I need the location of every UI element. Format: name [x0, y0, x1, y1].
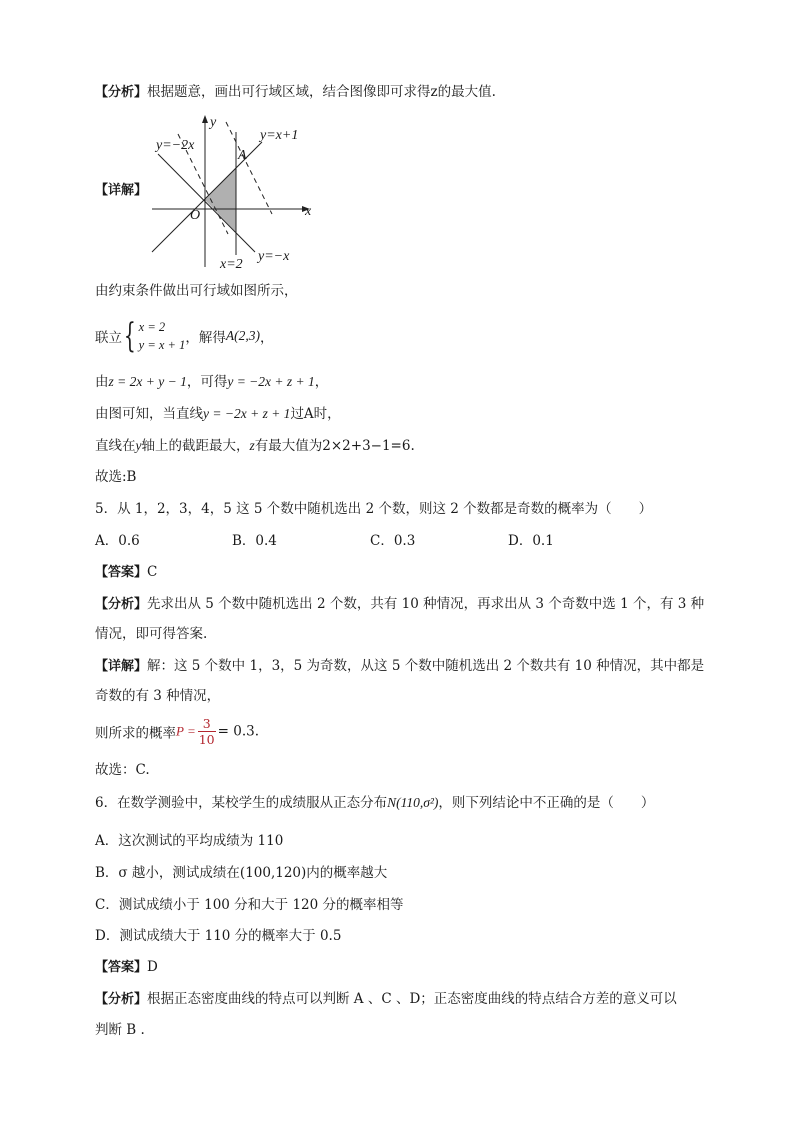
- solution-line-5: [95, 436, 415, 456]
- q5-probability-text: 则所求的概率: [95, 725, 176, 742]
- feasible-region: [205, 168, 236, 232]
- analysis-tag: 【分析】: [95, 85, 148, 100]
- label-x-axis: x: [305, 204, 312, 219]
- line5-text-c: 有最大值为: [254, 438, 323, 454]
- label-line-y-negx: y=−x: [258, 249, 290, 264]
- feasible-region-figure: [150, 112, 320, 272]
- q5-answer-line: [95, 562, 157, 583]
- q6-option-d: D．测试成绩大于 110 分的概率大于 0.5: [95, 928, 342, 944]
- solution-choice: 故选:B: [95, 469, 137, 485]
- solution-line-2: [95, 318, 273, 354]
- q6-analysis-line-1: [95, 989, 677, 1010]
- q5-detail-line-3: [95, 716, 259, 747]
- q6-distribution: N(110,σ²): [387, 795, 439, 810]
- line5-end: .: [410, 438, 415, 454]
- join-suffix: ，解得: [185, 330, 226, 346]
- q6-analysis-text-1: 根据正态密度曲线的特点可以判断 A 、C 、D；正态密度曲线的特点结合方差的意义可以: [147, 991, 677, 1007]
- q5-analysis-line-2: 情况，即可得答案.: [95, 626, 208, 642]
- q5-option-b: B．0.4: [232, 533, 277, 549]
- q5-option-c: C．0.3: [370, 533, 416, 549]
- line4-equation: y = −2x + z + 1: [203, 406, 291, 421]
- label-line-y-neg2x: y=−2x: [156, 138, 195, 153]
- detail-tag-row: [95, 180, 147, 201]
- q6-analysis-line-2: 判断 B .: [95, 1022, 145, 1038]
- point-a-result: A(2,3): [225, 328, 260, 343]
- line4-text-b: 过A时，: [290, 406, 341, 422]
- brace-symbol: {: [123, 316, 136, 356]
- q5-analysis-text-1: 先求出从 5 个数中随机选出 2 个数，共有 10 种情况，再求出从 3 个奇数中选 1 个，有 3 种: [147, 596, 705, 612]
- q6-stem-text-b: ，则下列结论中不正确的是（ ）: [438, 795, 655, 811]
- line5-calculation: 2×2+3−1=6: [322, 438, 411, 454]
- q5-answer: C: [147, 564, 158, 580]
- label-point-a: A: [238, 148, 247, 163]
- q6-analysis-tag: 【分析】: [95, 992, 148, 1007]
- q5-answer-tag: 【答案】: [95, 565, 148, 580]
- label-y-axis: y: [210, 115, 217, 130]
- q5-probability-value: = 0.3.: [217, 723, 260, 740]
- equation-system: [139, 318, 186, 354]
- rearranged-equation: y = −2x + z + 1: [227, 374, 315, 389]
- system-eq-2: y = x + 1: [138, 338, 186, 352]
- q6-stem: [95, 793, 654, 813]
- q5-probability-fraction: [198, 716, 216, 747]
- line-y-neg-x: [158, 154, 255, 252]
- solution-line-3: [95, 372, 328, 392]
- q5-stem: 5．从 1，2，3，4，5 这 5 个数中随机选出 2 个数，则这 2 个数都是奇数的概率为（ ）: [95, 501, 653, 517]
- q6-option-b: B．σ 越小，测试成绩在(100,120)内的概率越大: [95, 865, 388, 881]
- line5-z-var: z: [249, 438, 255, 453]
- join-prefix: 联立: [95, 330, 122, 346]
- y-axis-arrow: [202, 115, 208, 123]
- line3-text-c: ，: [314, 374, 329, 390]
- q6-option-c: C．测试成绩小于 100 分和大于 120 分的概率相等: [95, 897, 404, 913]
- label-line-x2: x=2: [220, 257, 243, 272]
- join-end: ，: [259, 330, 274, 346]
- objective-equation: z = 2x + y − 1: [108, 374, 187, 389]
- label-origin: O: [190, 208, 201, 223]
- q5-option-a: A．0.6: [95, 533, 140, 549]
- q5-option-d: D．0.1: [508, 533, 554, 549]
- q5-detail-line-1: [95, 656, 704, 677]
- detail-tag: 【详解】: [95, 183, 148, 198]
- line5-text-b: 轴上的截距最大，: [141, 438, 250, 454]
- analysis-text: 根据题意，画出可行域区域，结合图像即可求得z的最大值.: [147, 84, 496, 100]
- q5-analysis-tag: 【分析】: [95, 597, 148, 612]
- system-eq-1: x = 2: [138, 320, 166, 334]
- line3-text-a: 由: [95, 374, 109, 390]
- solution-line-4: [95, 404, 341, 424]
- q5-choice: 故选：C.: [95, 762, 150, 778]
- line3-text-b: ，可得: [186, 374, 228, 390]
- q5-detail-line-2: 奇数的有 3 种情况，: [95, 688, 221, 704]
- q6-answer: D: [147, 959, 158, 975]
- line5-y-var: y: [135, 438, 142, 453]
- q5-analysis-line-1: [95, 594, 704, 615]
- q6-answer-tag: 【答案】: [95, 960, 148, 975]
- q5-fraction-denominator: 10: [198, 732, 215, 747]
- q6-answer-line: [95, 957, 158, 978]
- line4-text-a: 由图可知，当直线: [95, 406, 203, 422]
- line5-text-a: 直线在: [95, 438, 136, 454]
- analysis-line: [95, 82, 496, 103]
- label-line-y-x1: y=x+1: [260, 128, 299, 143]
- q6-stem-text-a: 6．在数学测验中，某校学生的成绩服从正态分布: [95, 795, 388, 811]
- solution-line-1: 由约束条件做出可行域如图所示，: [95, 283, 298, 299]
- q6-option-a: A．这次测试的平均成绩为 110: [95, 833, 284, 849]
- q5-fraction-numerator: 3: [198, 716, 216, 732]
- q5-detail-tag: 【详解】: [95, 659, 148, 674]
- q5-probability-symbol: P =: [176, 723, 196, 739]
- q5-detail-text-1: 解：这 5 个数中 1，3，5 为奇数，从这 5 个数中随机选出 2 个数共有 10 种情况，其中都是: [147, 658, 705, 674]
